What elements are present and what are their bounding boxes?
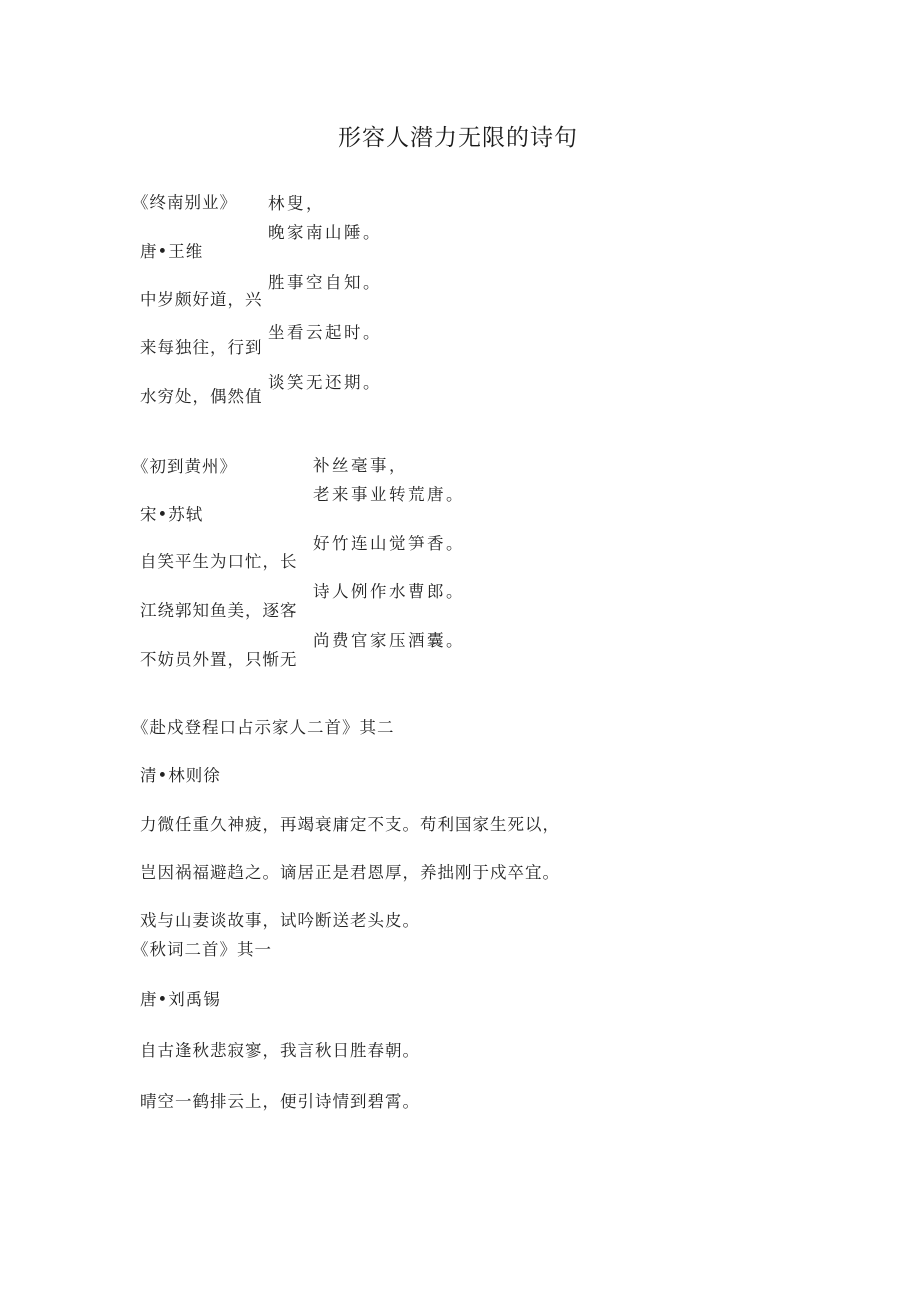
poem-line: 来每独往，行到: [140, 338, 263, 357]
poem-author: 宋•苏轼: [140, 505, 204, 524]
poem-line: 胜事空自知。: [268, 273, 382, 292]
poem-line: 力微任重久神疲，再竭衰庸定不支。苟利国家生死以，: [140, 815, 560, 834]
poem-line: 坐看云起时。: [268, 323, 382, 342]
poem-line: 林叟，: [268, 194, 325, 213]
poem-line: 自古逢秋悲寂寥，我言秋日胜春朝。: [140, 1041, 420, 1060]
poem-line: 戏与山妻谈故事，试吟断送老头皮。: [140, 911, 420, 930]
poem-line: 晴空一鹤排云上，便引诗情到碧霄。: [140, 1092, 420, 1111]
poem-line: 诗人例作水曹郎。: [313, 582, 465, 601]
poem-line: 不妨员外置，只惭无: [140, 650, 298, 669]
poem-line: 晚家南山陲。: [268, 223, 382, 242]
poem-title: 《初到黄州》: [132, 457, 237, 476]
poem-title: 《终南别业》: [132, 193, 237, 212]
poem-line: 自笑平生为口忙，长: [140, 552, 298, 571]
poem-line: 水穷处，偶然值: [140, 387, 263, 406]
poem-line: 尚费官家压酒囊。: [313, 631, 465, 650]
poem-line: 老来事业转荒唐。: [313, 485, 465, 504]
poem-line: 中岁颇好道，兴: [140, 290, 263, 309]
poem-author: 唐•刘禹锡: [140, 990, 221, 1009]
poem-author: 唐•王维: [140, 242, 204, 261]
poem-author: 清•林则徐: [140, 766, 221, 785]
poem-line: 好竹连山觉笋香。: [313, 534, 465, 553]
poem-line: 岂因祸福避趋之。谪居正是君恩厚，养拙刚于戍卒宜。: [140, 863, 560, 882]
poem-title: 《秋词二首》其一: [132, 940, 272, 959]
page-title: 形容人潜力无限的诗句: [338, 125, 578, 151]
poem-line: 江绕郭知鱼美，逐客: [140, 601, 298, 620]
poem-line: 谈笑无还期。: [268, 373, 382, 392]
poem-line: 补丝毫事，: [313, 456, 408, 475]
poem-title: 《赴戍登程口占示家人二首》其二: [132, 718, 395, 737]
